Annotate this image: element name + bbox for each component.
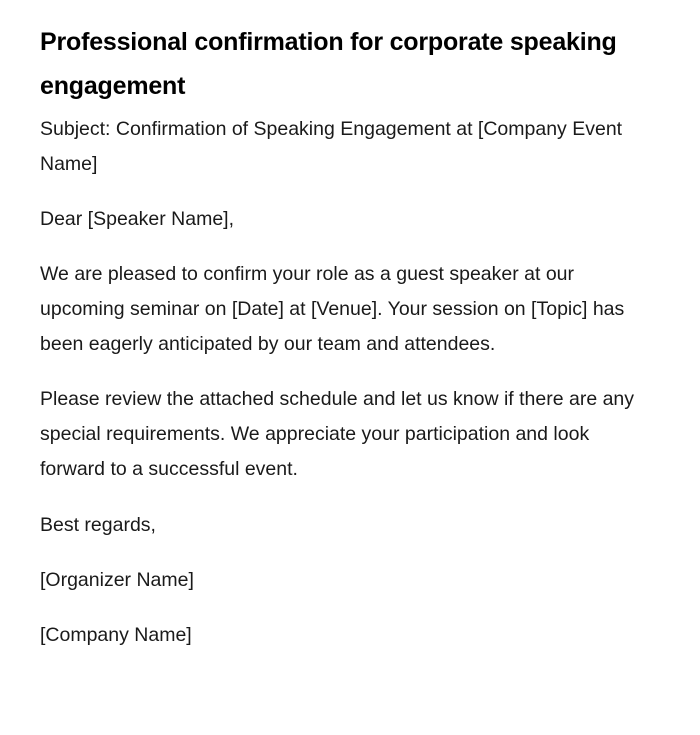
greeting: Dear [Speaker Name],: [40, 208, 235, 230]
company-name: [Company Name]: [40, 624, 192, 646]
closing: Best regards,: [40, 514, 156, 536]
document-title: Professional confirmation for corporate speaking engagement: [40, 28, 617, 100]
body-paragraph-1: We are pleased to confirm your role as a guest speaker at our upcoming seminar on [Date] at [Venue]. Your session on [Topic] has been eagerly anticipated by our team and attendees.: [40, 263, 625, 355]
organizer-name: [Organizer Name]: [40, 569, 194, 591]
letter-document: [40, 20, 652, 653]
subject-line: Subject: Confirmation of Speaking Engagement at [Company Event Name]: [40, 118, 623, 175]
body-paragraph-2: Please review the attached schedule and let us know if there are any special requirements. We appreciate your participation and look forward to a successful event.: [40, 388, 635, 480]
